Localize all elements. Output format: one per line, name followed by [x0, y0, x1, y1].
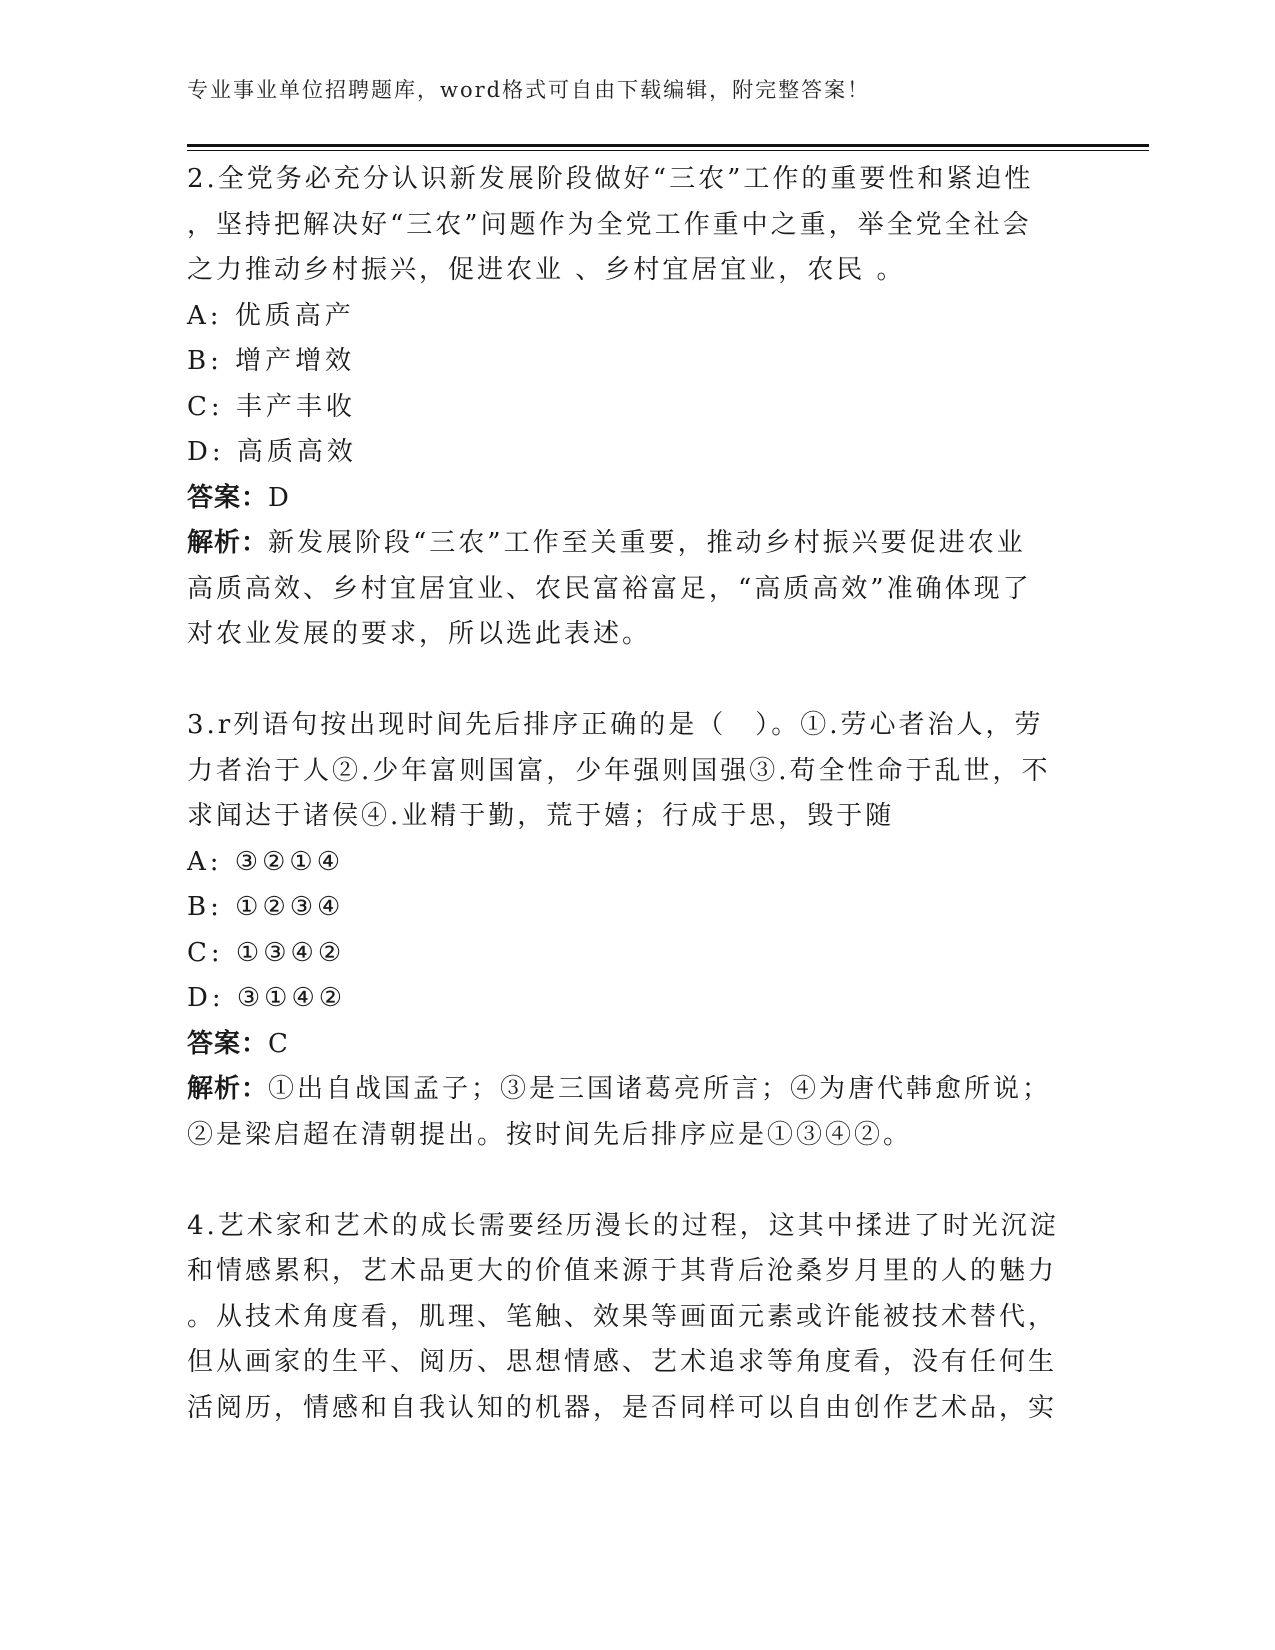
answer-label: 答案： [187, 482, 269, 513]
question-stem-line: 。从技术角度看，肌理、笔触、效果等画面元素或许能被技术替代， [187, 1301, 1058, 1332]
option-b: B: 增产增效 [187, 346, 356, 376]
question-stem-line: 但从画家的生平、阅历、思想情感、艺术追求等角度看，没有任何生 [187, 1347, 1058, 1377]
analysis-line: 高质高效、乡村宜居宜业、农民富裕富足，“高质高效”准确体现了 [187, 573, 1032, 604]
answer-value: C [268, 1028, 291, 1059]
analysis-label: 解析： [187, 528, 269, 558]
analysis-line [187, 1067, 1067, 1113]
option-a: A: 优质高产 [187, 300, 355, 331]
analysis-text: ①出自战国孟子；③是三国诸葛亮所言；④为唐代韩愈所说； [268, 1074, 1052, 1104]
question-stem-line: ，坚持把解决好“三农”问题作为全党工作重中之重，举全党全社会 [187, 209, 1032, 240]
analysis-line: 对农业发展的要求，所以选此表述。 [187, 619, 652, 649]
question-3 [187, 703, 1067, 1158]
analysis-line: ②是梁启超在清朝提出。按时间先后排序应是①③④②。 [187, 1119, 913, 1150]
analysis-text: 新发展阶段“三农”工作至关重要，推动乡村振兴要促进农业 [268, 528, 1026, 558]
question-stem-line: 2.全党务必充分认识新发展阶段做好“三农”工作的重要性和紧迫性 [187, 164, 1034, 194]
question-stem-line: 求闻达于诸侯④.业精于勤，荒于嬉；行成于思，毁于随 [187, 801, 895, 831]
answer-label: 答案： [187, 1028, 269, 1059]
analysis-line [187, 521, 1067, 567]
question-4 [187, 1204, 1067, 1432]
header-rule-thick [187, 144, 1149, 147]
header-rule-thin [187, 150, 1149, 151]
spacer [187, 1158, 1067, 1204]
answer-line [187, 476, 1067, 522]
option-a: A: ③②①④ [187, 846, 345, 877]
answer-value: D [268, 482, 292, 513]
question-stem-line: 力者治于人②.少年富则国富，少年强则国强③.苟全性命于乱世，不 [187, 755, 1051, 786]
option-c: C: 丰产丰收 [187, 391, 356, 422]
question-stem-line: 和情感累积，艺术品更大的价值来源于其背后沧桑岁月里的人的魅力 [187, 1256, 1058, 1286]
question-stem-line: 3.r列语句按出现时间先后排序正确的是（ ）。①.劳心者治人，劳 [187, 710, 1044, 740]
page-header: 专业事业单位招聘题库，word格式可自由下载编辑，附完整答案！ [187, 78, 871, 102]
option-b: B: ①②③④ [187, 892, 345, 922]
question-stem-line: 4.艺术家和艺术的成长需要经历漫长的过程，这其中揉进了时光沉淀 [187, 1210, 1059, 1241]
option-c: C: ①③④② [187, 937, 346, 968]
option-d: D: 高质高效 [187, 437, 357, 467]
answer-line [187, 1022, 1067, 1068]
question-stem-line: 之力推动乡村振兴，促进农业 、乡村宜居宜业，农民 。 [187, 255, 906, 285]
spacer [187, 658, 1067, 704]
question-2 [187, 157, 1067, 658]
document-body [187, 157, 1067, 1431]
analysis-label: 解析： [187, 1074, 269, 1104]
question-stem-line: 活阅历，情感和自我认知的机器，是否同样可以自由创作艺术品，实 [187, 1392, 1058, 1423]
option-d: D: ③①④② [187, 983, 347, 1013]
